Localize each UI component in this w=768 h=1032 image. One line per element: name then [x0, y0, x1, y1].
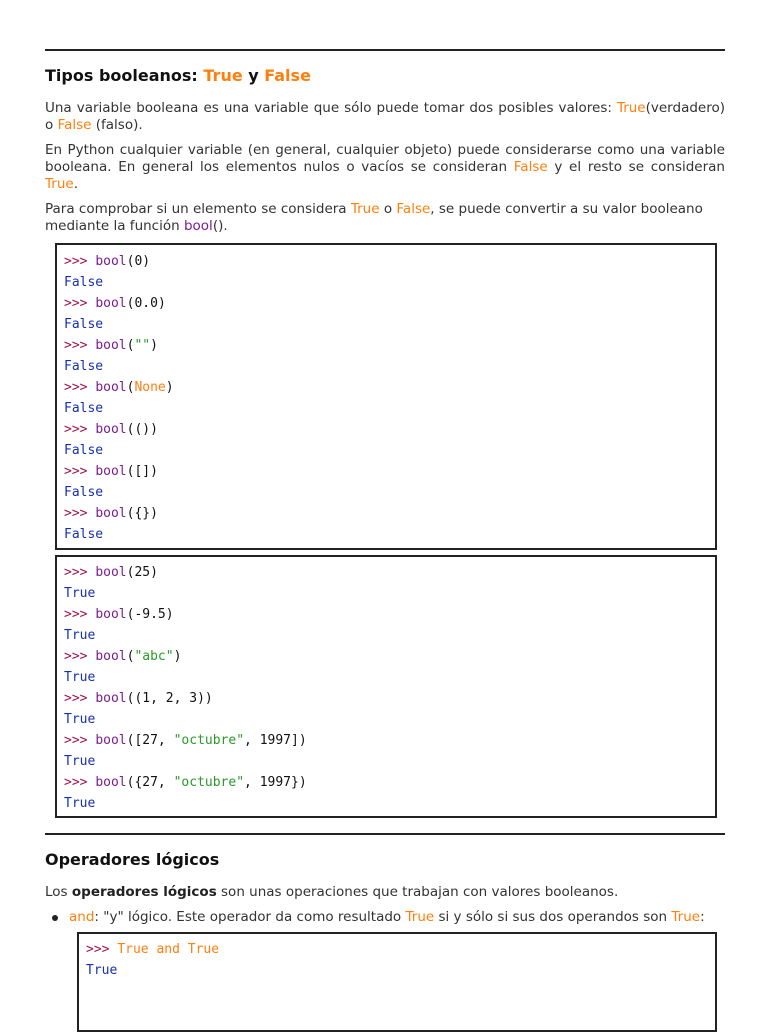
- code-paren: ): [150, 464, 158, 479]
- title-true: True: [203, 66, 243, 85]
- code-line: [64, 730, 715, 751]
- code-argument: , 1997}): [244, 775, 307, 790]
- code-output: False: [64, 275, 104, 290]
- code-prompt: >>>: [64, 422, 96, 437]
- code-function: bool: [95, 254, 127, 269]
- code-function: bool: [95, 506, 127, 521]
- title-false: False: [264, 66, 311, 85]
- code-output: False: [64, 401, 104, 416]
- title-y: y: [242, 66, 265, 85]
- code-line: [64, 646, 715, 667]
- code-block-false-examples: [55, 243, 717, 550]
- code-prompt: >>>: [64, 296, 96, 311]
- paragraph-boolean-definition: [45, 100, 725, 134]
- code-line: [64, 335, 715, 356]
- code-paren: ): [157, 296, 166, 311]
- code-function: bool: [95, 296, 127, 311]
- code-argument: , 1997]): [244, 733, 307, 748]
- code-argument: "abc": [134, 649, 174, 664]
- code-paren: (: [126, 422, 135, 437]
- p2-true: True: [45, 176, 74, 192]
- code-prompt: >>>: [64, 380, 96, 395]
- code-paren: (: [126, 380, 135, 395]
- p1-text-c: (falso).: [91, 117, 143, 133]
- p1-text-b: (verdadero) o: [45, 100, 725, 133]
- code-function: bool: [95, 565, 127, 580]
- code-argument: (-9.5): [126, 607, 174, 622]
- code-prompt: >>>: [64, 649, 96, 664]
- code-argument: (25): [126, 565, 158, 580]
- code-paren: (: [126, 254, 135, 269]
- code-output: False: [64, 359, 104, 374]
- code-argument: "octubre": [173, 775, 245, 790]
- code-prompt: >>>: [64, 565, 96, 580]
- code-paren: (: [126, 506, 135, 521]
- code-prompt: >>>: [64, 506, 96, 521]
- p2-text-c: .: [73, 176, 78, 192]
- code-argument: ): [173, 649, 182, 664]
- p3-text-d: ().: [212, 218, 228, 234]
- code-function: bool: [95, 691, 127, 706]
- code-argument: 0.0: [134, 296, 158, 311]
- code-output: False: [64, 317, 104, 332]
- title-prefix: Tipos booleanos:: [45, 66, 204, 85]
- code-function: bool: [95, 380, 127, 395]
- code-line: [64, 461, 715, 482]
- code-output: True: [64, 670, 96, 685]
- code-argument: 0: [134, 254, 143, 269]
- s2p1-text-a: Los: [45, 884, 72, 900]
- code-paren: (: [126, 464, 135, 479]
- code-paren: ): [150, 422, 158, 437]
- bullet1-text-b: si y sólo si sus dos operandos son: [434, 909, 672, 925]
- bullet1-true-2: True: [671, 909, 701, 925]
- code-argument: ({27,: [126, 775, 174, 790]
- code-argument: (): [134, 422, 151, 437]
- code-block-and-example: [77, 932, 717, 1032]
- bullet-dot: [52, 915, 58, 921]
- code-function: bool: [95, 607, 127, 622]
- code-prompt: >>>: [64, 775, 96, 790]
- code-output: True: [64, 628, 96, 643]
- code-function: bool: [95, 464, 127, 479]
- code-paren: ): [150, 506, 158, 521]
- code-output: True: [64, 712, 96, 727]
- code-argument: {}: [134, 506, 151, 521]
- code-argument: ([27,: [126, 733, 174, 748]
- code-line: [64, 419, 715, 440]
- code-function: bool: [95, 338, 127, 353]
- p3-fn: bool: [183, 218, 213, 234]
- code-function: bool: [95, 733, 127, 748]
- s2p1-text-b: son unas operaciones que trabajan con valores booleanos.: [216, 884, 619, 900]
- section-title-booleans: [45, 66, 311, 85]
- code-argument: (: [126, 649, 135, 664]
- section-title-logical-operators: Operadores lógicos: [45, 850, 220, 869]
- code-output: False: [64, 443, 104, 458]
- code-function: bool: [95, 775, 127, 790]
- top-divider: [45, 49, 725, 51]
- code-argument: None: [134, 380, 166, 395]
- p2-text-b: y el resto se consideran: [547, 159, 725, 175]
- p3-text-b: o: [379, 201, 397, 217]
- p1-true: True: [616, 100, 646, 116]
- bullet1-text-a: : "y" lógico. Este operador da como resultado: [94, 909, 406, 925]
- section-divider: [45, 833, 725, 835]
- code-output: False: [64, 527, 104, 542]
- p3-true: True: [350, 201, 380, 217]
- code-paren: ): [150, 338, 158, 353]
- code-prompt: >>>: [64, 691, 96, 706]
- code-argument: []: [134, 464, 151, 479]
- code-output: True: [86, 963, 118, 978]
- code-output: True: [64, 586, 96, 601]
- p3-false: False: [396, 201, 431, 217]
- code-prompt: >>>: [64, 254, 96, 269]
- code-line: [64, 562, 715, 583]
- p1-false: False: [57, 117, 92, 133]
- code-paren: ): [165, 380, 174, 395]
- bullet1-true-1: True: [405, 909, 435, 925]
- paragraph-bool-function: [45, 201, 725, 235]
- p2-false: False: [513, 159, 548, 175]
- code-expression: True and True: [117, 942, 220, 957]
- paragraph-python-truthiness: [45, 142, 725, 193]
- p2-text-a: En Python cualquier variable (en general, cualquier objeto) puede considerarse como una variable booleana. En general los elementos nulos o vacíos se consideran: [45, 142, 725, 175]
- code-argument: ((1, 2, 3)): [126, 691, 213, 706]
- and-keyword: and: [69, 909, 95, 925]
- code-output: True: [64, 754, 96, 769]
- code-output: True: [64, 796, 96, 811]
- code-block-true-examples: [55, 555, 717, 818]
- bullet1-text-c: :: [700, 909, 705, 925]
- code-function: bool: [95, 649, 127, 664]
- code-output: False: [64, 485, 104, 500]
- code-line: [64, 503, 715, 524]
- code-line: [64, 377, 715, 398]
- code-line: [64, 251, 715, 272]
- code-argument: "": [134, 338, 151, 353]
- code-line: [64, 293, 715, 314]
- paragraph-logical-operators: [45, 884, 725, 901]
- code-function: bool: [95, 422, 127, 437]
- code-paren: ): [142, 254, 151, 269]
- code-paren: (: [126, 296, 135, 311]
- code-line: [86, 939, 715, 960]
- bullet-and-description: [69, 909, 729, 926]
- code-line: [64, 604, 715, 625]
- code-prompt: >>>: [64, 607, 96, 622]
- code-line: [64, 688, 715, 709]
- s2p1-bold: operadores lógicos: [71, 884, 217, 900]
- code-prompt: >>>: [64, 733, 96, 748]
- p3-text-c: , se puede convertir a su valor booleano mediante la función: [45, 201, 703, 234]
- code-prompt: >>>: [64, 338, 96, 353]
- code-prompt: >>>: [86, 942, 118, 957]
- code-prompt: >>>: [64, 464, 96, 479]
- p1-text-a: Una variable booleana es una variable que sólo puede tomar dos posibles valores:: [45, 100, 617, 116]
- p3-text-a: Para comprobar si un elemento se considera: [45, 201, 351, 217]
- code-paren: (: [126, 338, 135, 353]
- code-argument: "octubre": [173, 733, 245, 748]
- code-line: [64, 772, 715, 793]
